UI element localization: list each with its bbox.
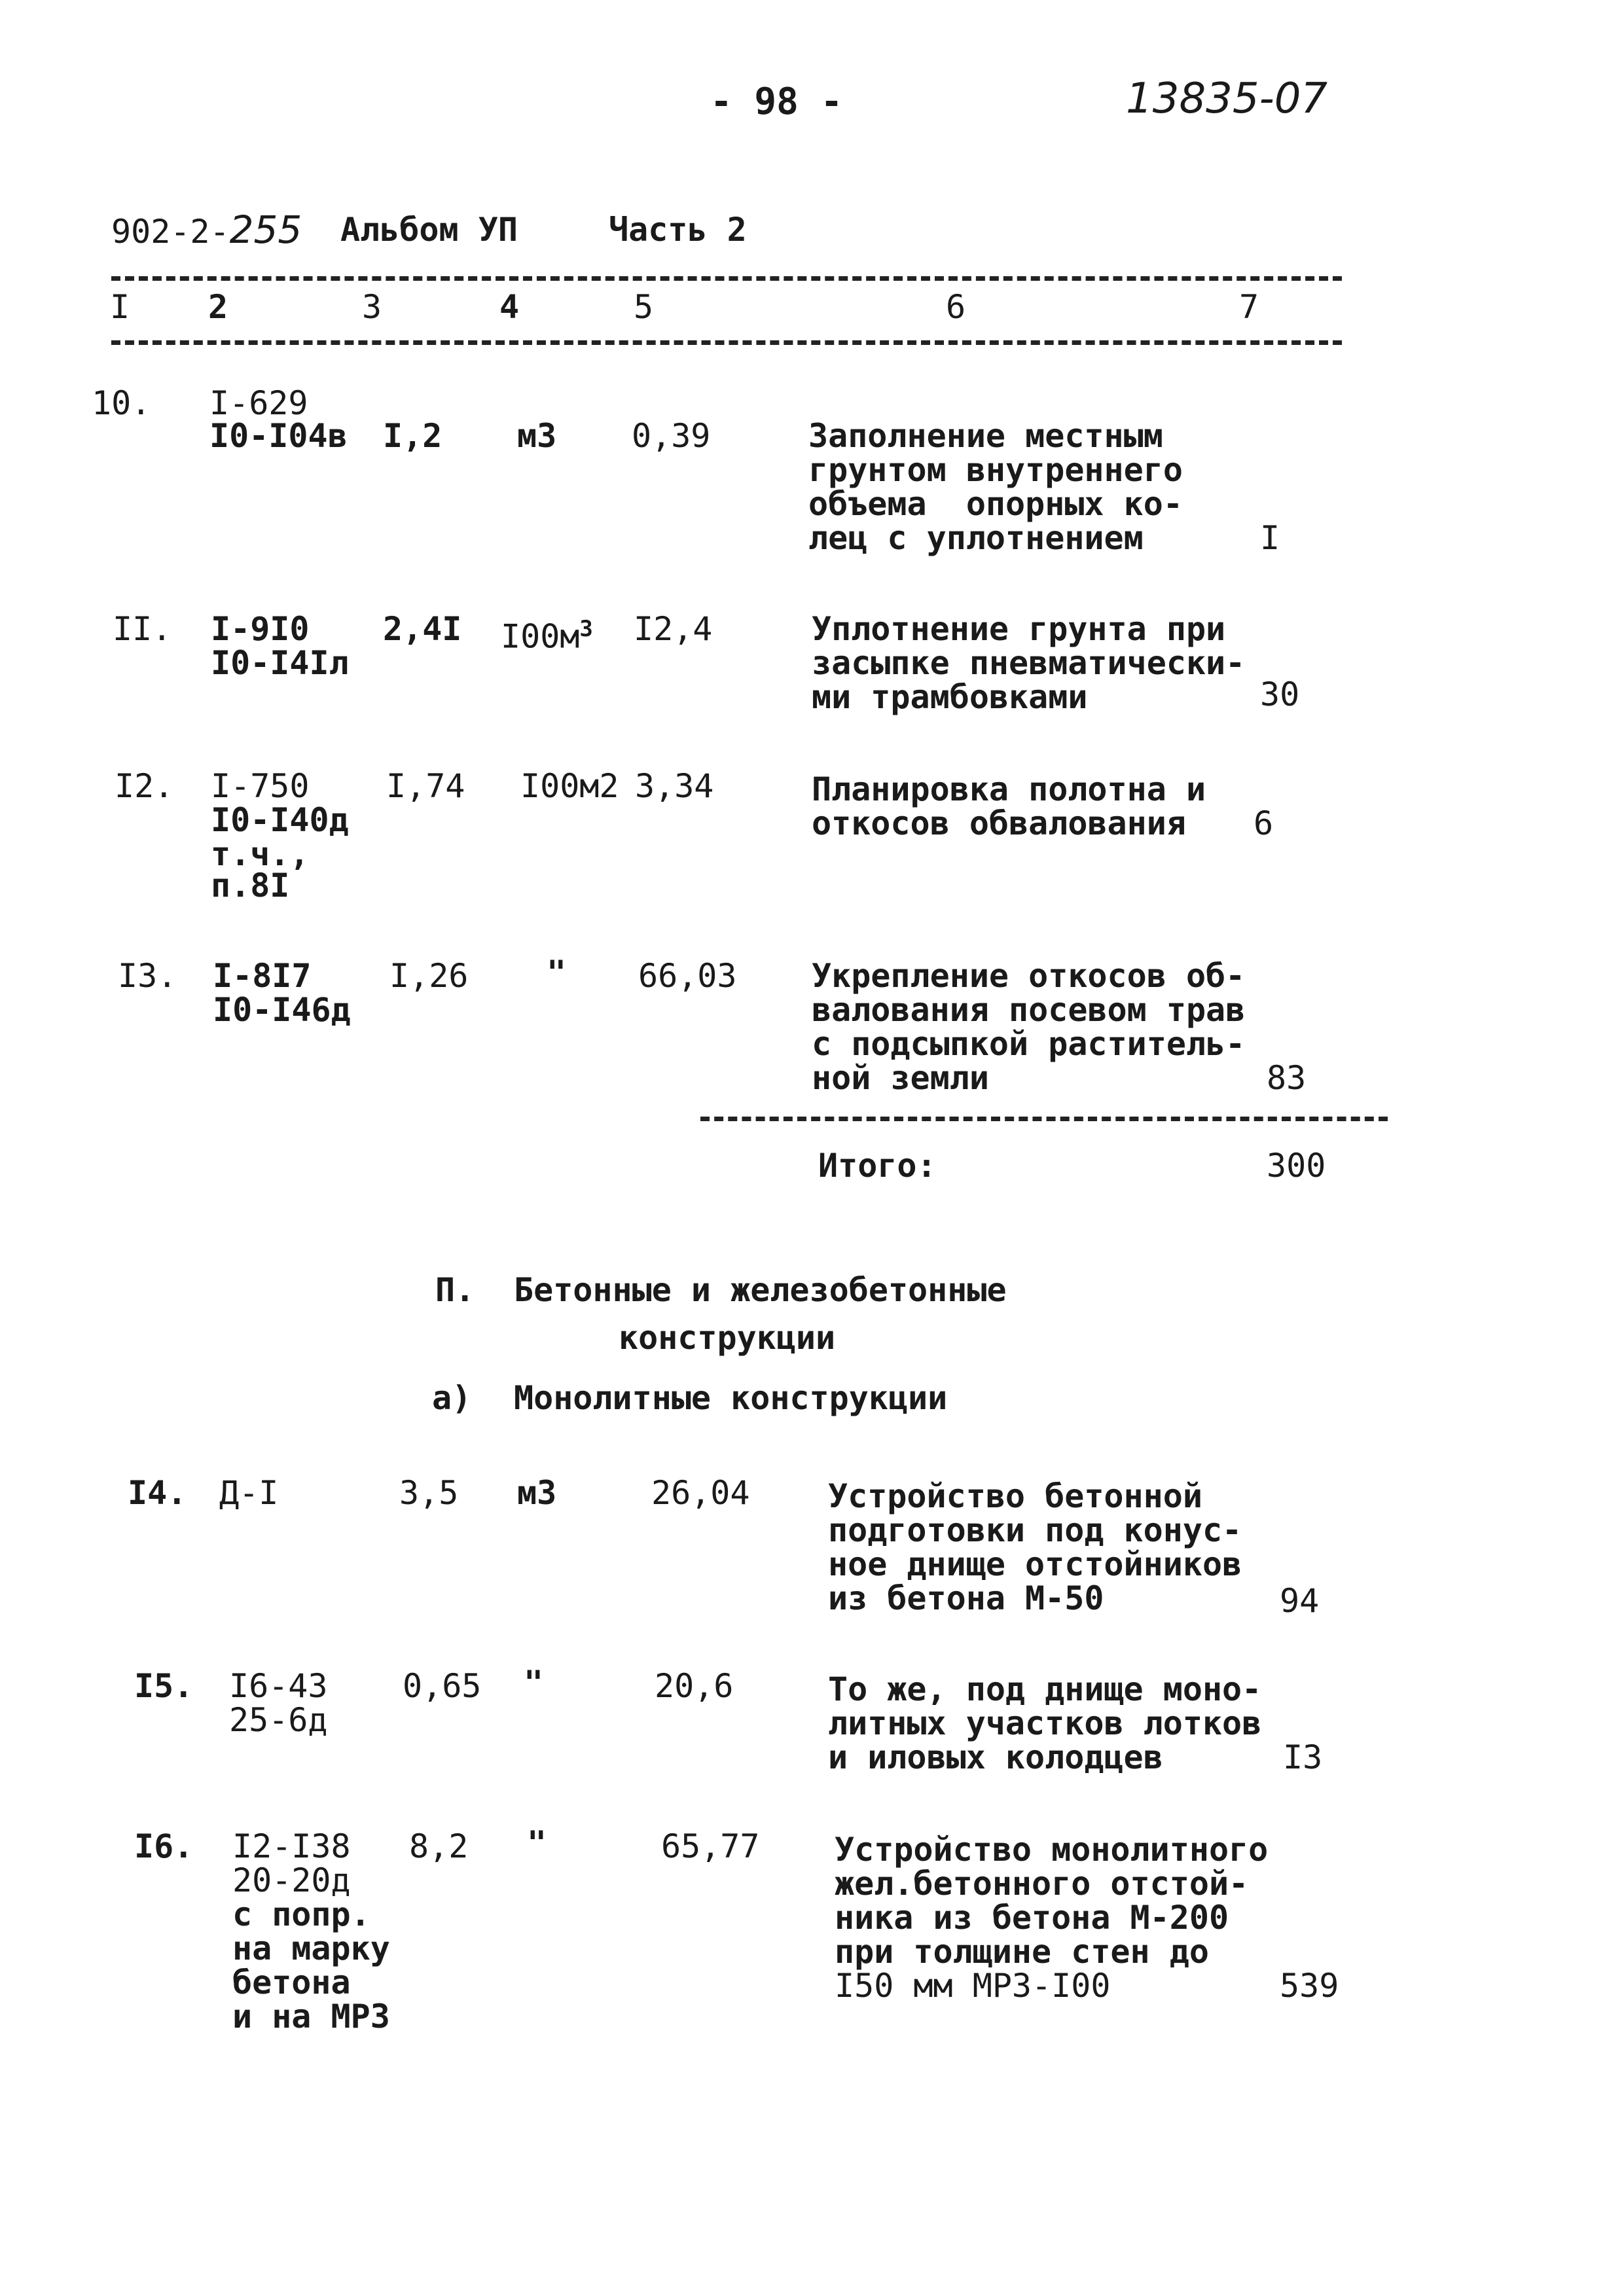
row-quantity: 0,65 [403,1667,482,1705]
row-code-line: и на МРЗ [232,1998,390,2036]
row-number: 10. [92,384,151,422]
row-description-line: I50 мм МРЗ-I00 [835,1967,1111,2005]
row-unit: I00м2 [520,767,619,805]
document-number: 13835-07 [1126,75,1328,123]
subtotal-rule [700,1117,1388,1121]
column-header-4: 4 [499,288,520,326]
row-description-line: Заполнение местным [808,417,1163,455]
row-code-line: I-629 [209,384,308,422]
column-header-5: 5 [634,288,654,326]
row-code-line: Д-I [219,1474,279,1512]
row-quantity: 3,5 [399,1474,459,1512]
row-code-line: бетона [232,1964,351,2001]
row-value: I2,4 [634,610,713,648]
row-description-line: и иловых колодцев [828,1738,1163,1776]
row-code-line: I-9I0 [211,610,310,648]
row-description-line: подготовки под конус- [828,1511,1242,1549]
doc-code-handwritten: 255 [229,207,302,252]
row-code-line: I0-I04в [209,417,348,455]
row-value: 20,6 [655,1667,734,1705]
header-bottom-rule [111,340,1342,345]
page-number: - 98 - [710,81,843,123]
row-value: 0,39 [632,417,711,455]
doc-code [111,207,302,252]
row-code-line: на марку [232,1929,390,1967]
row-number: II. [113,610,172,648]
row-description-line: ной земли [812,1059,989,1097]
row-description-line: Устройство монолитного [835,1831,1269,1869]
row-unit-superscript: 3 [579,616,593,642]
row-quantity: I,74 [386,767,465,805]
row-total: 539 [1280,1967,1339,2005]
row-unit: " [524,1664,544,1702]
doc-code-prefix: 902-2- [111,213,230,251]
row-unit: м3 [517,417,557,455]
row-unit [501,612,593,654]
part-label: Часть 2 [609,211,747,249]
row-code-line: I-750 [211,767,310,805]
row-description-line: ми трамбовками [812,678,1088,716]
row-value: 26,04 [651,1474,750,1512]
row-description-line: Устройство бетонной [828,1477,1202,1515]
row-value: 65,77 [661,1827,760,1865]
row-code-line: I0-I40д [211,801,349,839]
row-code-line: I6-43 [229,1667,328,1705]
row-description-line: жел.бетонного отстой- [835,1865,1249,1903]
row-code-line: I2-I38 [232,1827,351,1865]
row-total: 30 [1260,675,1300,713]
subtotal-label: Итого: [818,1147,937,1185]
row-value: 66,03 [638,957,737,995]
row-number: I5. [134,1667,194,1705]
column-header-1: I [110,288,130,326]
row-code-line: с попр. [232,1895,370,1933]
row-quantity: I,26 [389,957,469,995]
row-code-line: 25-6д [229,1701,328,1739]
row-description-line: объема опорных ко- [808,485,1183,523]
row-description-line: ное днище отстойников [828,1545,1242,1583]
row-total: I [1260,519,1280,557]
row-total: 6 [1254,804,1274,842]
section-title-line2: конструкции [619,1319,836,1357]
row-description-line: засыпке пневматически- [812,644,1246,682]
column-header-7: 7 [1239,288,1259,326]
row-quantity: 2,4I [383,610,462,648]
row-number: I3. [118,957,177,995]
row-unit: м3 [517,1474,557,1512]
row-description-line: Планировка полотна и [812,770,1206,808]
row-number: I2. [115,767,174,805]
row-code-line: I0-I4Iл [211,644,349,682]
row-description-line: откосов обвалования [812,804,1186,842]
row-total: 94 [1280,1582,1320,1620]
row-code-line: п.8I [211,867,290,905]
column-header-6: 6 [946,288,966,326]
row-description-line: Уплотнение грунта при [812,610,1226,648]
row-description-line: грунтом внутреннего [808,451,1183,489]
row-code-line: 20-20д [232,1861,351,1899]
row-unit: " [527,1824,547,1862]
column-header-3: 3 [362,288,382,326]
row-total: I3 [1283,1738,1323,1776]
row-description-line: из бетона М-50 [828,1579,1104,1617]
column-header-2: 2 [208,288,228,326]
row-quantity: 8,2 [409,1827,469,1865]
album-label: Альбом УП [340,211,518,249]
subtotal-value: 300 [1267,1147,1326,1185]
row-total: 83 [1267,1059,1307,1097]
subsection-letter: а) [432,1379,472,1417]
row-number: I4. [128,1474,187,1512]
row-description-line: валования посевом трав [812,991,1246,1029]
row-code-line: т.ч., [211,835,310,873]
row-unit: " [547,954,567,992]
row-quantity: I,2 [383,417,442,455]
row-description-line: ника из бетона М-200 [835,1899,1229,1937]
section-numeral: П. [435,1271,475,1309]
row-code-line: I-8I7 [213,957,312,995]
row-description-line: лец с уплотнением [808,519,1144,557]
section-title: Бетонные и железобетонные [514,1271,1007,1309]
header-top-rule [111,276,1342,281]
row-description-line: литных участков лотков [828,1704,1262,1742]
row-code-line: I0-I46д [213,991,351,1029]
row-value: 3,34 [635,767,714,805]
row-number: I6. [134,1827,194,1865]
row-description-line: Укрепление откосов об- [812,957,1246,995]
row-description-line: с подсыпкой раститель- [812,1025,1246,1063]
subsection-title: Монолитные конструкции [514,1379,948,1417]
row-description-line: при толщине стен до [835,1933,1209,1971]
row-description-line: То же, под днище моно- [828,1670,1262,1708]
row-unit-base: I00м [501,617,580,656]
